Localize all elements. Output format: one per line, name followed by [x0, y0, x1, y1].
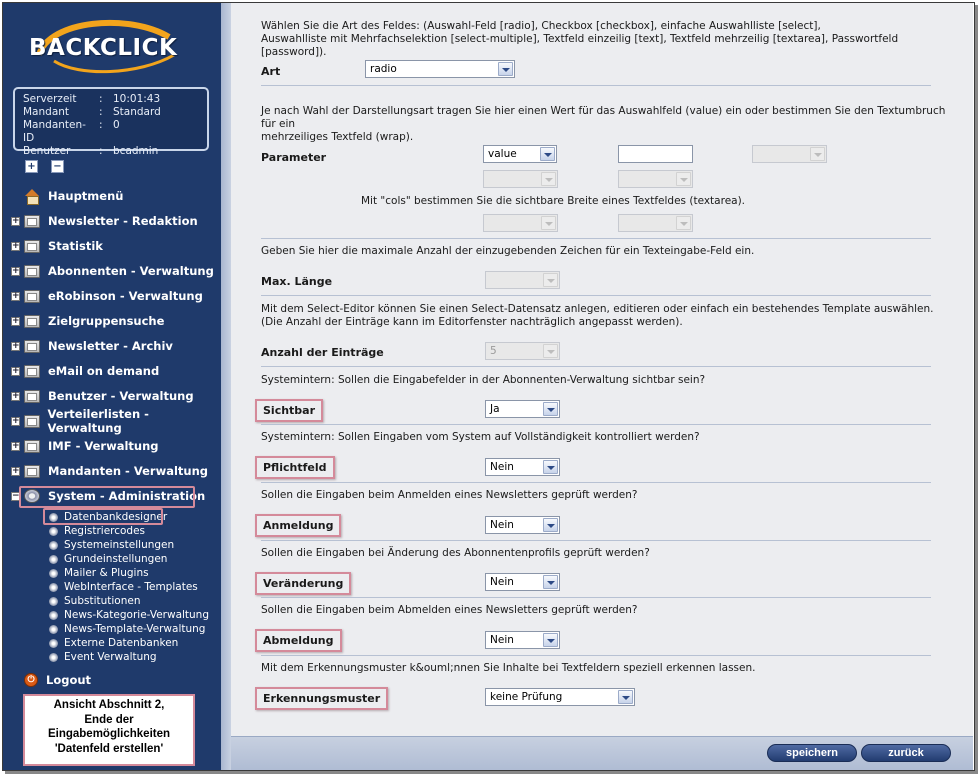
collapse-icon[interactable]: − [12, 490, 20, 501]
cols-note: Mit "cols" bestimmen Sie die sichtbare Breite eines Textfeldes (textarea). [361, 195, 746, 207]
entries-select[interactable]: 5 [485, 342, 560, 360]
expand-icon[interactable]: + [12, 415, 20, 426]
info-row-mandant: Mandant : Standard [23, 106, 161, 118]
rows-select-2[interactable] [618, 170, 693, 188]
folder-icon [24, 315, 40, 328]
sidebar-gutter [221, 3, 231, 770]
erkennungsmuster-label: Erkennungsmuster [255, 687, 388, 710]
nav-newsletter-archiv[interactable]: + Newsletter - Archiv [12, 339, 173, 353]
logo-text: BACKCLICK [29, 35, 178, 61]
expand-icon[interactable]: + [12, 440, 20, 451]
expand-icon[interactable]: + [12, 290, 20, 301]
bullet-icon [49, 625, 58, 634]
expand-icon[interactable]: + [12, 265, 20, 276]
expand-icon[interactable]: + [12, 215, 20, 226]
divider [261, 655, 931, 656]
expand-icon[interactable]: + [12, 315, 20, 326]
chevron-down-icon [543, 344, 558, 358]
submenu-news-template-verwaltung[interactable]: News-Template-Verwaltung [49, 622, 205, 636]
pflichtfeld-select[interactable]: Nein [485, 458, 560, 476]
art-select[interactable]: radio [365, 60, 515, 78]
submenu-substitutionen[interactable]: Substitutionen [49, 594, 141, 608]
rows-select[interactable] [483, 170, 558, 188]
form-footer [231, 736, 973, 771]
maxlen-label: Max. Länge [261, 275, 333, 288]
collapse-all-icon[interactable]: − [51, 160, 64, 173]
expand-icon[interactable]: + [12, 365, 20, 376]
bullet-icon [49, 555, 58, 564]
art-label: Art [261, 65, 281, 78]
nav-email-on-demand[interactable]: + eMail on demand [12, 364, 160, 378]
divider [261, 597, 931, 598]
highlight-system-administration [19, 486, 195, 508]
divider [261, 366, 931, 367]
veraenderung-label: Veränderung [255, 572, 351, 595]
expand-all-icon[interactable]: + [25, 160, 38, 173]
bullet-icon [49, 611, 58, 620]
highlight-datenbankdesigner [43, 508, 163, 525]
nav-mandanten-verwaltung[interactable]: + Mandanten - Verwaltung [12, 464, 209, 478]
nav-benutzer-verwaltung[interactable]: + Benutzer - Verwaltung [12, 389, 194, 403]
logout-icon: ⏻ [24, 673, 38, 687]
info-row-serverzeit: Serverzeit : 10:01:43 [23, 93, 161, 105]
veraenderung-description: Sollen die Eingaben bei Änderung des Abonnentenprofils geprüft werden? [261, 547, 650, 559]
wrap-select[interactable] [752, 145, 827, 163]
nav-newsletter-redaktion[interactable]: + Newsletter - Redaktion [12, 214, 198, 228]
anmeldung-description: Sollen die Eingaben beim Anmelden eines Newsletters geprüft werden? [261, 489, 638, 501]
pflichtfeld-label: Pflichtfeld [255, 456, 335, 479]
submenu-systemeinstellungen[interactable]: Systemeinstellungen [49, 538, 174, 552]
bullet-icon [49, 541, 58, 550]
chevron-down-icon [543, 402, 558, 416]
divider [261, 295, 931, 296]
info-row-benutzer: Benutzer : bcadmin [23, 145, 159, 157]
anmeldung-label: Anmeldung [255, 514, 341, 537]
main-content [231, 3, 973, 736]
sichtbar-select[interactable]: Ja [485, 400, 560, 418]
chevron-down-icon [543, 460, 558, 474]
entries-label: Anzahl der Einträge [261, 346, 384, 359]
nav-zielgruppensuche[interactable]: + Zielgruppensuche [12, 314, 165, 328]
divider [261, 482, 931, 483]
submenu-news-kategorie-verwaltung[interactable]: News-Kategorie-Verwaltung [49, 608, 209, 622]
expand-icon[interactable]: + [12, 340, 20, 351]
divider [261, 424, 931, 425]
nav-logout[interactable]: ⏻ Logout [3, 670, 221, 690]
folder-icon [24, 415, 40, 428]
folder-icon [24, 465, 40, 478]
entries-description: Mit dem Select-Editor können Sie einen Select-Datensatz anlegen, editieren oder einfach ein bestehendes Template auswählen. (Die Anzahl der Einträge kann im Editorfenster nachträglich angepasst werden). [261, 303, 934, 328]
abmeldung-description: Sollen die Eingaben beim Abmelden eines Newsletters geprüft werden? [261, 604, 638, 616]
save-button[interactable]: speichern [767, 744, 857, 762]
chevron-down-icon [543, 575, 558, 589]
nav-abonnenten-verwaltung[interactable]: + Abonnenten - Verwaltung [12, 264, 214, 278]
chevron-down-icon [618, 690, 633, 704]
annotation-note: Ansicht Abschnitt 2, Ende der Eingabemöglichkeiten 'Datenfeld erstellen' [23, 694, 195, 766]
submenu-datenbankdesigner[interactable]: Datenbankdesigner [49, 510, 167, 524]
bullet-icon [49, 653, 58, 662]
nav-system-administration[interactable]: − System - Administration [12, 489, 206, 503]
chevron-down-icon [676, 172, 691, 186]
pflichtfeld-description: Systemintern: Sollen Eingaben vom System auf Vollständigkeit kontrolliert werden? [261, 431, 700, 443]
parameter-select[interactable]: value [483, 145, 557, 163]
submenu-webinterface-templates[interactable]: WebInterface - Templates [49, 580, 198, 594]
sichtbar-description: Systemintern: Sollen die Eingabefelder in der Abonnenten-Verwaltung sichtbar sein? [261, 374, 706, 386]
chevron-down-icon [676, 216, 691, 230]
expand-icon[interactable]: + [12, 465, 20, 476]
erkennungsmuster-description: Mit dem Erkennungsmuster k&ouml;nnen Sie Inhalte bei Textfeldern speziell erkennen lassen. [261, 662, 756, 674]
bullet-icon [49, 583, 58, 592]
info-row-mandanten-id: Mandanten-ID : 0 [23, 119, 120, 144]
chevron-down-icon [498, 62, 513, 76]
abmeldung-select[interactable]: Nein [485, 631, 560, 649]
folder-icon [24, 440, 40, 453]
expand-icon[interactable]: + [12, 240, 20, 251]
folder-icon [24, 215, 40, 228]
expand-icon[interactable]: + [12, 390, 20, 401]
chevron-down-icon [541, 216, 556, 230]
submenu-externe-datenbanken[interactable]: Externe Datenbanken [49, 636, 178, 650]
nav-statistik[interactable]: + Statistik [12, 239, 103, 253]
divider [261, 540, 931, 541]
nav-verteilerlisten-verwaltung[interactable]: + Verteilerlisten - Verwaltung [12, 407, 149, 435]
bullet-icon [49, 597, 58, 606]
cols-select-2[interactable] [618, 214, 693, 232]
bullet-icon [49, 527, 58, 536]
chevron-down-icon [810, 147, 825, 161]
divider [261, 85, 931, 86]
abmeldung-label: Abmeldung [255, 629, 342, 652]
divider [261, 238, 931, 239]
submenu-registriercodes[interactable]: Registriercodes [49, 524, 145, 538]
erkennungsmuster-select[interactable]: keine Prüfung [485, 688, 635, 706]
sichtbar-label: Sichtbar [255, 399, 323, 422]
sidebar [3, 3, 221, 770]
server-info-box [13, 87, 209, 157]
parameter-value-input[interactable] [618, 145, 693, 163]
chevron-down-icon [540, 147, 555, 161]
app-window [2, 2, 975, 771]
parameter-description: Je nach Wahl der Darstellungsart tragen Sie hier einen Wert für das Auswahlfeld (value) ein oder bestimmen Sie den Textumbruch für ein mehrzeiliges Textfeld (wrap). [261, 105, 946, 143]
folder-icon [24, 240, 40, 253]
folder-icon [24, 365, 40, 378]
folder-icon [24, 390, 40, 403]
anmeldung-select[interactable]: Nein [485, 516, 560, 534]
folder-icon [24, 290, 40, 303]
veraenderung-select[interactable]: Nein [485, 573, 560, 591]
cols-select[interactable] [483, 214, 558, 232]
nav-hauptmenue[interactable]: Hauptmenü [3, 186, 221, 206]
parameter-label: Parameter [261, 151, 327, 164]
nav-imf-verwaltung[interactable]: + IMF - Verwaltung [12, 439, 159, 453]
folder-icon [24, 265, 40, 278]
maxlen-description: Geben Sie hier die maximale Anzahl der einzugebenden Zeichen für ein Texteingabe-Feld ein. [261, 245, 755, 257]
chevron-down-icon [543, 633, 558, 647]
chevron-down-icon [543, 273, 558, 287]
backclick-logo [19, 15, 199, 75]
submenu-event-verwaltung[interactable]: Event Verwaltung [49, 650, 157, 664]
folder-icon [24, 340, 40, 353]
art-description: Wählen Sie die Art des Feldes: (Auswahl-Feld [radio], Checkbox [checkbox], einfache Auswahlliste [select], Auswahlliste mit Mehrfachselektion [select-multiple], Textfeld einzeilig [text], Textfeld mehrzeilig [textarea], Passwortfeld [password]). [261, 20, 899, 58]
chevron-down-icon [541, 172, 556, 186]
chevron-down-icon [543, 518, 558, 532]
submenu-grundeinstellungen[interactable]: Grundeinstellungen [49, 552, 167, 566]
back-button[interactable]: zurück [861, 744, 951, 762]
nav-erobinson-verwaltung[interactable]: + eRobinson - Verwaltung [12, 289, 203, 303]
bullet-icon [49, 569, 58, 578]
maxlen-select[interactable] [485, 271, 560, 289]
bullet-icon [49, 639, 58, 648]
home-icon [24, 189, 40, 203]
submenu-mailer-plugins[interactable]: Mailer & Plugins [49, 566, 149, 580]
